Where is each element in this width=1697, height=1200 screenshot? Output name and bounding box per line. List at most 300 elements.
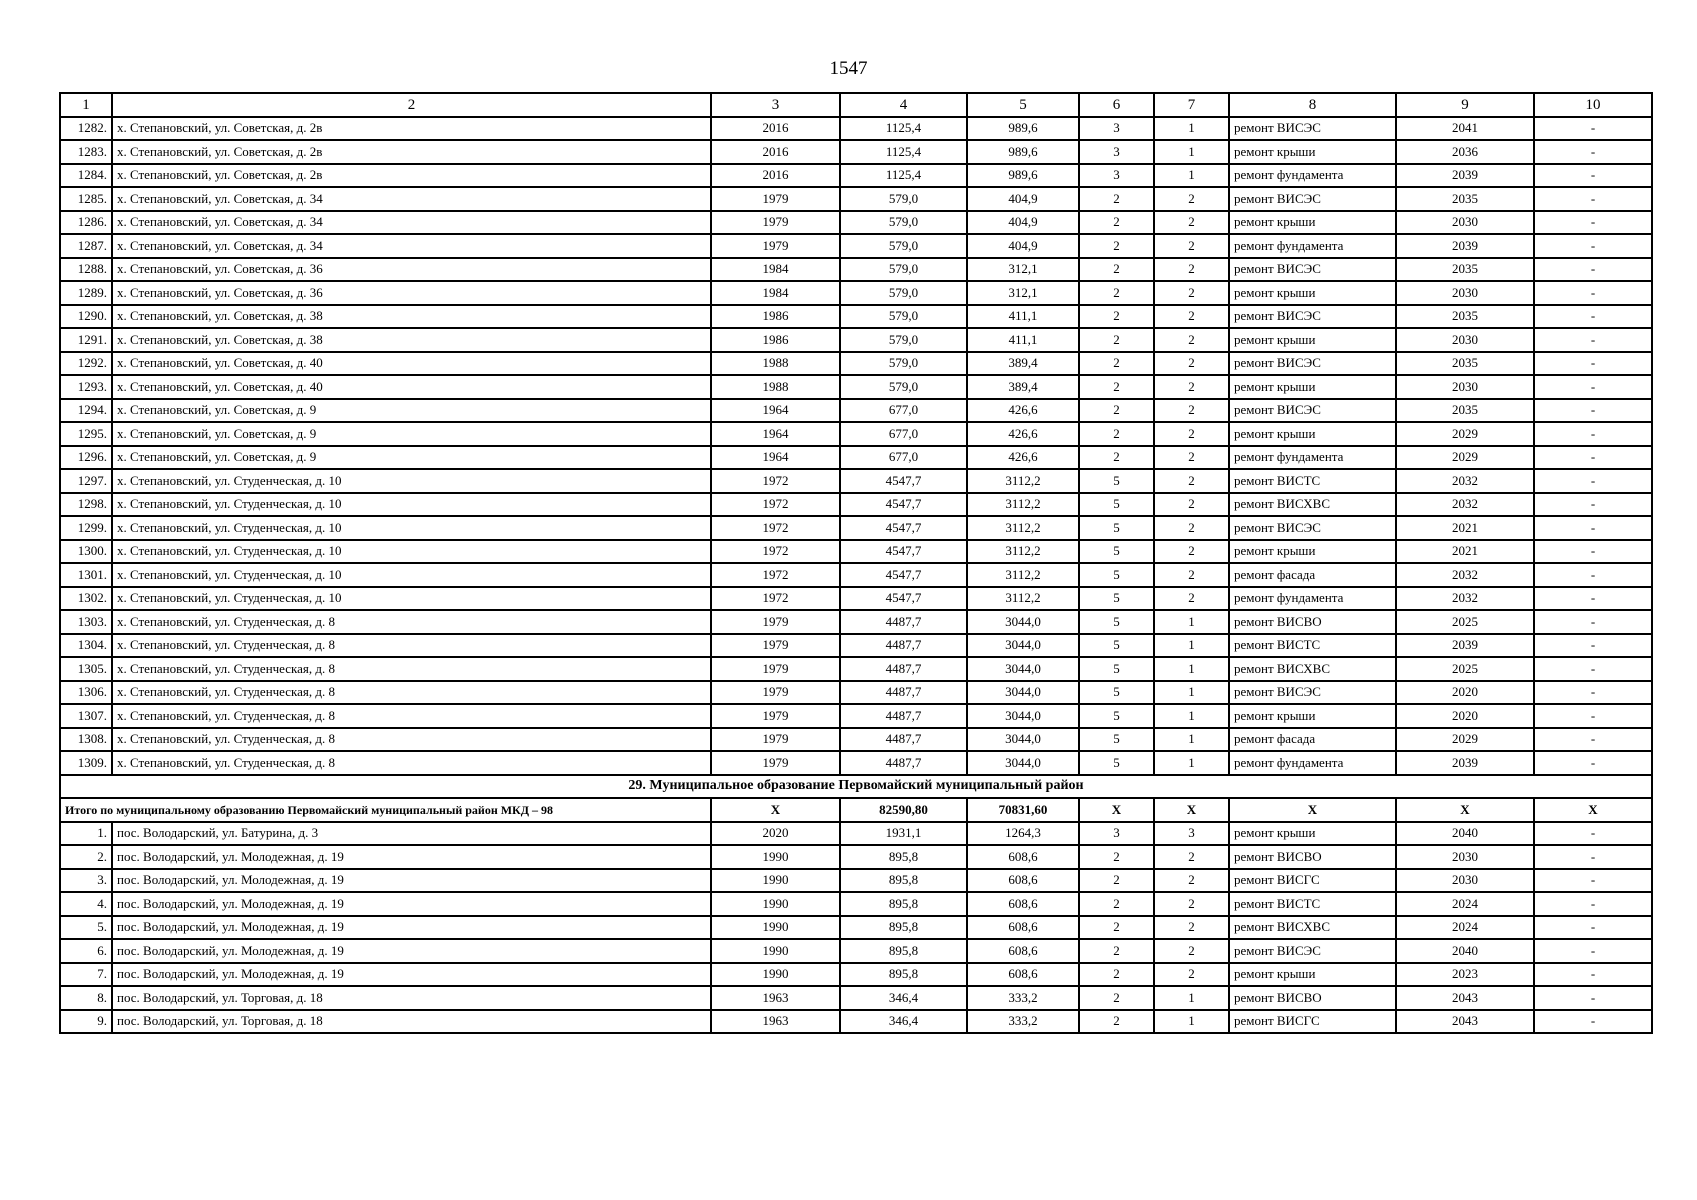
- table-row: [60, 399, 1652, 423]
- row-number: 8.: [60, 986, 112, 1010]
- note: -: [1534, 305, 1652, 329]
- note: -: [1534, 610, 1652, 634]
- living-area: 989,6: [967, 164, 1079, 188]
- column-header: 9: [1396, 93, 1534, 117]
- total-year: X: [711, 798, 840, 822]
- planned-year: 2030: [1396, 869, 1534, 893]
- entrances: 2: [1154, 281, 1229, 305]
- year-built: 1986: [711, 328, 840, 352]
- floors: 5: [1079, 657, 1154, 681]
- address: пос. Володарский, ул. Торговая, д. 18: [112, 1010, 711, 1034]
- living-area: 3044,0: [967, 610, 1079, 634]
- total-area: 4547,7: [840, 516, 967, 540]
- year-built: 1990: [711, 963, 840, 987]
- work-type: ремонт ВИСЭС: [1229, 305, 1396, 329]
- floors: 2: [1079, 446, 1154, 470]
- note: -: [1534, 117, 1652, 141]
- total-planned-year: X: [1396, 798, 1534, 822]
- living-area: 3044,0: [967, 751, 1079, 775]
- year-built: 1972: [711, 587, 840, 611]
- note: -: [1534, 469, 1652, 493]
- note: -: [1534, 681, 1652, 705]
- work-type: ремонт ВИСГС: [1229, 869, 1396, 893]
- planned-year: 2035: [1396, 258, 1534, 282]
- work-type: ремонт ВИСХВС: [1229, 657, 1396, 681]
- work-type: ремонт фасада: [1229, 728, 1396, 752]
- address: пос. Володарский, ул. Молодежная, д. 19: [112, 892, 711, 916]
- year-built: 1979: [711, 610, 840, 634]
- table-row: [60, 587, 1652, 611]
- entrances: 1: [1154, 117, 1229, 141]
- living-area: 404,9: [967, 187, 1079, 211]
- note: -: [1534, 352, 1652, 376]
- note: -: [1534, 963, 1652, 987]
- total-area: 4547,7: [840, 469, 967, 493]
- work-type: ремонт крыши: [1229, 211, 1396, 235]
- living-area: 312,1: [967, 281, 1079, 305]
- address: х. Степановский, ул. Студенческая, д. 8: [112, 681, 711, 705]
- entrances: 2: [1154, 305, 1229, 329]
- row-number: 1297.: [60, 469, 112, 493]
- planned-year: 2020: [1396, 704, 1534, 728]
- page-number: 1547: [829, 58, 868, 79]
- address: х. Степановский, ул. Советская, д. 36: [112, 281, 711, 305]
- table-row: [60, 939, 1652, 963]
- planned-year: 2036: [1396, 140, 1534, 164]
- entrances: 1: [1154, 986, 1229, 1010]
- living-area: 1264,3: [967, 822, 1079, 846]
- address: х. Степановский, ул. Советская, д. 34: [112, 211, 711, 235]
- year-built: 1979: [711, 211, 840, 235]
- row-number: 1284.: [60, 164, 112, 188]
- floors: 2: [1079, 1010, 1154, 1034]
- note: -: [1534, 258, 1652, 282]
- total-area: 579,0: [840, 211, 967, 235]
- entrances: 3: [1154, 822, 1229, 846]
- planned-year: 2032: [1396, 587, 1534, 611]
- planned-year: 2024: [1396, 916, 1534, 940]
- living-area: 312,1: [967, 258, 1079, 282]
- entrances: 2: [1154, 493, 1229, 517]
- floors: 5: [1079, 540, 1154, 564]
- planned-year: 2025: [1396, 657, 1534, 681]
- planned-year: 2035: [1396, 187, 1534, 211]
- total-row: [60, 798, 1652, 822]
- table-row: [60, 305, 1652, 329]
- address: х. Степановский, ул. Студенческая, д. 10: [112, 540, 711, 564]
- year-built: 1984: [711, 281, 840, 305]
- total-area: 4487,7: [840, 681, 967, 705]
- table-row: [60, 234, 1652, 258]
- note: -: [1534, 187, 1652, 211]
- year-built: 1990: [711, 845, 840, 869]
- year-built: 1986: [711, 305, 840, 329]
- floors: 2: [1079, 916, 1154, 940]
- living-area: 426,6: [967, 399, 1079, 423]
- year-built: 1964: [711, 446, 840, 470]
- living-area: 3112,2: [967, 493, 1079, 517]
- table-row: [60, 728, 1652, 752]
- living-area: 608,6: [967, 939, 1079, 963]
- living-area: 3044,0: [967, 634, 1079, 658]
- living-area: 333,2: [967, 986, 1079, 1010]
- note: -: [1534, 328, 1652, 352]
- note: -: [1534, 634, 1652, 658]
- row-number: 1309.: [60, 751, 112, 775]
- planned-year: 2032: [1396, 469, 1534, 493]
- row-number: 2.: [60, 845, 112, 869]
- address: пос. Володарский, ул. Молодежная, д. 19: [112, 845, 711, 869]
- planned-year: 2030: [1396, 281, 1534, 305]
- living-area: 608,6: [967, 892, 1079, 916]
- year-built: 1979: [711, 187, 840, 211]
- table-row: [60, 822, 1652, 846]
- address: пос. Володарский, ул. Молодежная, д. 19: [112, 963, 711, 987]
- floors: 2: [1079, 211, 1154, 235]
- entrances: 1: [1154, 634, 1229, 658]
- note: -: [1534, 822, 1652, 846]
- planned-year: 2035: [1396, 305, 1534, 329]
- note: -: [1534, 422, 1652, 446]
- living-area: 411,1: [967, 305, 1079, 329]
- row-number: 1298.: [60, 493, 112, 517]
- work-type: ремонт крыши: [1229, 328, 1396, 352]
- entrances: 2: [1154, 563, 1229, 587]
- row-number: 3.: [60, 869, 112, 893]
- year-built: 1990: [711, 869, 840, 893]
- work-type: ремонт крыши: [1229, 540, 1396, 564]
- note: -: [1534, 892, 1652, 916]
- note: -: [1534, 375, 1652, 399]
- table-row: [60, 422, 1652, 446]
- note: -: [1534, 587, 1652, 611]
- work-type: ремонт ВИСЭС: [1229, 516, 1396, 540]
- living-area: 608,6: [967, 845, 1079, 869]
- entrances: 2: [1154, 446, 1229, 470]
- table-row: [60, 352, 1652, 376]
- year-built: 1972: [711, 516, 840, 540]
- living-area: 3044,0: [967, 657, 1079, 681]
- living-area: 3044,0: [967, 681, 1079, 705]
- total-area: 1125,4: [840, 164, 967, 188]
- planned-year: 2030: [1396, 845, 1534, 869]
- floors: 3: [1079, 117, 1154, 141]
- living-area: 411,1: [967, 328, 1079, 352]
- entrances: 1: [1154, 681, 1229, 705]
- living-area: 3112,2: [967, 469, 1079, 493]
- floors: 5: [1079, 681, 1154, 705]
- work-type: ремонт ВИСЭС: [1229, 681, 1396, 705]
- entrances: 2: [1154, 892, 1229, 916]
- work-type: ремонт фундамента: [1229, 234, 1396, 258]
- total-area: 895,8: [840, 892, 967, 916]
- floors: 2: [1079, 399, 1154, 423]
- table-row: [60, 892, 1652, 916]
- total-work-type: X: [1229, 798, 1396, 822]
- year-built: 1979: [711, 234, 840, 258]
- address: х. Степановский, ул. Студенческая, д. 8: [112, 657, 711, 681]
- entrances: 2: [1154, 375, 1229, 399]
- table-row: [60, 164, 1652, 188]
- note: -: [1534, 751, 1652, 775]
- total-area: 4487,7: [840, 657, 967, 681]
- table-row: [60, 281, 1652, 305]
- total-area: 579,0: [840, 281, 967, 305]
- total-area: 1125,4: [840, 117, 967, 141]
- table-row: [60, 869, 1652, 893]
- entrances: 2: [1154, 422, 1229, 446]
- living-area: 989,6: [967, 117, 1079, 141]
- note: -: [1534, 657, 1652, 681]
- floors: 5: [1079, 563, 1154, 587]
- year-built: 1972: [711, 563, 840, 587]
- work-type: ремонт крыши: [1229, 375, 1396, 399]
- total-area: 4547,7: [840, 563, 967, 587]
- total-area: 579,0: [840, 305, 967, 329]
- living-area: 3112,2: [967, 516, 1079, 540]
- total-area: 346,4: [840, 1010, 967, 1034]
- work-type: ремонт крыши: [1229, 422, 1396, 446]
- table-row: [60, 187, 1652, 211]
- floors: 2: [1079, 375, 1154, 399]
- living-area: 3112,2: [967, 563, 1079, 587]
- table-row: [60, 258, 1652, 282]
- total-area: 4547,7: [840, 493, 967, 517]
- row-number: 1303.: [60, 610, 112, 634]
- living-area: 608,6: [967, 869, 1079, 893]
- row-number: 1301.: [60, 563, 112, 587]
- year-built: 1964: [711, 399, 840, 423]
- work-type: ремонт ВИСЭС: [1229, 258, 1396, 282]
- year-built: 1979: [711, 681, 840, 705]
- living-area: 3044,0: [967, 704, 1079, 728]
- floors: 5: [1079, 587, 1154, 611]
- address: х. Степановский, ул. Студенческая, д. 10: [112, 493, 711, 517]
- note: -: [1534, 234, 1652, 258]
- row-number: 1293.: [60, 375, 112, 399]
- table-row: [60, 328, 1652, 352]
- note: -: [1534, 164, 1652, 188]
- floors: 2: [1079, 869, 1154, 893]
- floors: 2: [1079, 258, 1154, 282]
- planned-year: 2035: [1396, 352, 1534, 376]
- entrances: 1: [1154, 1010, 1229, 1034]
- entrances: 1: [1154, 610, 1229, 634]
- work-type: ремонт ВИСТС: [1229, 469, 1396, 493]
- column-number-row: [60, 93, 1652, 117]
- total-area: 677,0: [840, 446, 967, 470]
- total-area: 895,8: [840, 939, 967, 963]
- row-number: 7.: [60, 963, 112, 987]
- year-built: 1963: [711, 986, 840, 1010]
- work-type: ремонт ВИСВО: [1229, 845, 1396, 869]
- address: пос. Володарский, ул. Торговая, д. 18: [112, 986, 711, 1010]
- address: х. Степановский, ул. Советская, д. 2в: [112, 117, 711, 141]
- entrances: 2: [1154, 187, 1229, 211]
- total-entrances: X: [1154, 798, 1229, 822]
- work-type: ремонт крыши: [1229, 140, 1396, 164]
- note: -: [1534, 1010, 1652, 1034]
- total-area: 579,0: [840, 187, 967, 211]
- table-row: [60, 375, 1652, 399]
- address: х. Степановский, ул. Советская, д. 34: [112, 234, 711, 258]
- total-area: 4487,7: [840, 704, 967, 728]
- address: х. Степановский, ул. Студенческая, д. 8: [112, 634, 711, 658]
- note: -: [1534, 211, 1652, 235]
- entrances: 1: [1154, 704, 1229, 728]
- work-type: ремонт крыши: [1229, 704, 1396, 728]
- floors: 5: [1079, 728, 1154, 752]
- year-built: 1990: [711, 939, 840, 963]
- total-area: 1125,4: [840, 140, 967, 164]
- floors: 5: [1079, 493, 1154, 517]
- table-row: [60, 657, 1652, 681]
- total-area: 579,0: [840, 375, 967, 399]
- planned-year: 2021: [1396, 540, 1534, 564]
- living-area: 389,4: [967, 352, 1079, 376]
- entrances: 2: [1154, 234, 1229, 258]
- row-number: 1302.: [60, 587, 112, 611]
- total-area: 579,0: [840, 328, 967, 352]
- floors: 2: [1079, 305, 1154, 329]
- total-note: X: [1534, 798, 1652, 822]
- row-number: 1296.: [60, 446, 112, 470]
- table-row: [60, 751, 1652, 775]
- note: -: [1534, 281, 1652, 305]
- work-type: ремонт крыши: [1229, 281, 1396, 305]
- address: х. Степановский, ул. Советская, д. 36: [112, 258, 711, 282]
- living-area: 989,6: [967, 140, 1079, 164]
- total-area: 4547,7: [840, 587, 967, 611]
- column-header: 10: [1534, 93, 1652, 117]
- repair-schedule-table: [59, 92, 1653, 1034]
- work-type: ремонт ВИСВО: [1229, 986, 1396, 1010]
- work-type: ремонт крыши: [1229, 822, 1396, 846]
- floors: 5: [1079, 751, 1154, 775]
- row-number: 9.: [60, 1010, 112, 1034]
- table-row: [60, 704, 1652, 728]
- work-type: ремонт ВИСТС: [1229, 634, 1396, 658]
- address: х. Степановский, ул. Советская, д. 38: [112, 328, 711, 352]
- total-area: 579,0: [840, 258, 967, 282]
- table-row: [60, 845, 1652, 869]
- floors: 5: [1079, 610, 1154, 634]
- floors: 2: [1079, 187, 1154, 211]
- work-type: ремонт ВИСЭС: [1229, 187, 1396, 211]
- note: -: [1534, 446, 1652, 470]
- entrances: 2: [1154, 963, 1229, 987]
- column-header: 6: [1079, 93, 1154, 117]
- entrances: 1: [1154, 164, 1229, 188]
- address: пос. Володарский, ул. Батурина, д. 3: [112, 822, 711, 846]
- year-built: 1990: [711, 892, 840, 916]
- total-area: 677,0: [840, 422, 967, 446]
- entrances: 1: [1154, 140, 1229, 164]
- address: х. Степановский, ул. Советская, д. 40: [112, 375, 711, 399]
- note: -: [1534, 845, 1652, 869]
- year-built: 1979: [711, 751, 840, 775]
- year-built: 1964: [711, 422, 840, 446]
- entrances: 1: [1154, 657, 1229, 681]
- work-type: ремонт фундамента: [1229, 164, 1396, 188]
- table-row: [60, 1010, 1652, 1034]
- section-heading-row: [60, 775, 1652, 799]
- work-type: ремонт ВИСХВС: [1229, 493, 1396, 517]
- entrances: 2: [1154, 469, 1229, 493]
- table-row: [60, 610, 1652, 634]
- floors: 3: [1079, 822, 1154, 846]
- note: -: [1534, 540, 1652, 564]
- work-type: ремонт фасада: [1229, 563, 1396, 587]
- entrances: 2: [1154, 328, 1229, 352]
- address: х. Степановский, ул. Советская, д. 9: [112, 446, 711, 470]
- floors: 2: [1079, 234, 1154, 258]
- living-area: 426,6: [967, 422, 1079, 446]
- total-floors: X: [1079, 798, 1154, 822]
- table-row: [60, 140, 1652, 164]
- note: -: [1534, 140, 1652, 164]
- column-header: 3: [711, 93, 840, 117]
- total-area: 4487,7: [840, 728, 967, 752]
- row-number: 1289.: [60, 281, 112, 305]
- floors: 3: [1079, 140, 1154, 164]
- planned-year: 2023: [1396, 963, 1534, 987]
- work-type: ремонт ВИСЭС: [1229, 352, 1396, 376]
- year-built: 2016: [711, 164, 840, 188]
- column-header: 4: [840, 93, 967, 117]
- entrances: 2: [1154, 258, 1229, 282]
- work-type: ремонт крыши: [1229, 963, 1396, 987]
- row-number: 1307.: [60, 704, 112, 728]
- total-area: 579,0: [840, 352, 967, 376]
- table-row: [60, 986, 1652, 1010]
- floors: 2: [1079, 986, 1154, 1010]
- planned-year: 2035: [1396, 399, 1534, 423]
- table-row: [60, 493, 1652, 517]
- planned-year: 2024: [1396, 892, 1534, 916]
- total-area: 895,8: [840, 916, 967, 940]
- work-type: ремонт ВИСГС: [1229, 1010, 1396, 1034]
- work-type: ремонт ВИСТС: [1229, 892, 1396, 916]
- row-number: 5.: [60, 916, 112, 940]
- year-built: 1988: [711, 352, 840, 376]
- row-number: 1300.: [60, 540, 112, 564]
- living-area: 608,6: [967, 963, 1079, 987]
- address: х. Степановский, ул. Советская, д. 40: [112, 352, 711, 376]
- total-area: 4487,7: [840, 610, 967, 634]
- section-title: 29. Муниципальное образование Первомайский муниципальный район: [60, 775, 1652, 799]
- living-area: 608,6: [967, 916, 1079, 940]
- planned-year: 2029: [1396, 446, 1534, 470]
- year-built: 1979: [711, 657, 840, 681]
- floors: 2: [1079, 328, 1154, 352]
- planned-year: 2040: [1396, 822, 1534, 846]
- address: х. Степановский, ул. Советская, д. 2в: [112, 140, 711, 164]
- row-number: 1291.: [60, 328, 112, 352]
- total-area: 579,0: [840, 234, 967, 258]
- entrances: 2: [1154, 211, 1229, 235]
- living-area: 3044,0: [967, 728, 1079, 752]
- year-built: 1984: [711, 258, 840, 282]
- planned-year: 2039: [1396, 751, 1534, 775]
- planned-year: 2041: [1396, 117, 1534, 141]
- floors: 3: [1079, 164, 1154, 188]
- row-number: 1287.: [60, 234, 112, 258]
- planned-year: 2043: [1396, 986, 1534, 1010]
- entrances: 2: [1154, 869, 1229, 893]
- floors: 5: [1079, 634, 1154, 658]
- planned-year: 2030: [1396, 211, 1534, 235]
